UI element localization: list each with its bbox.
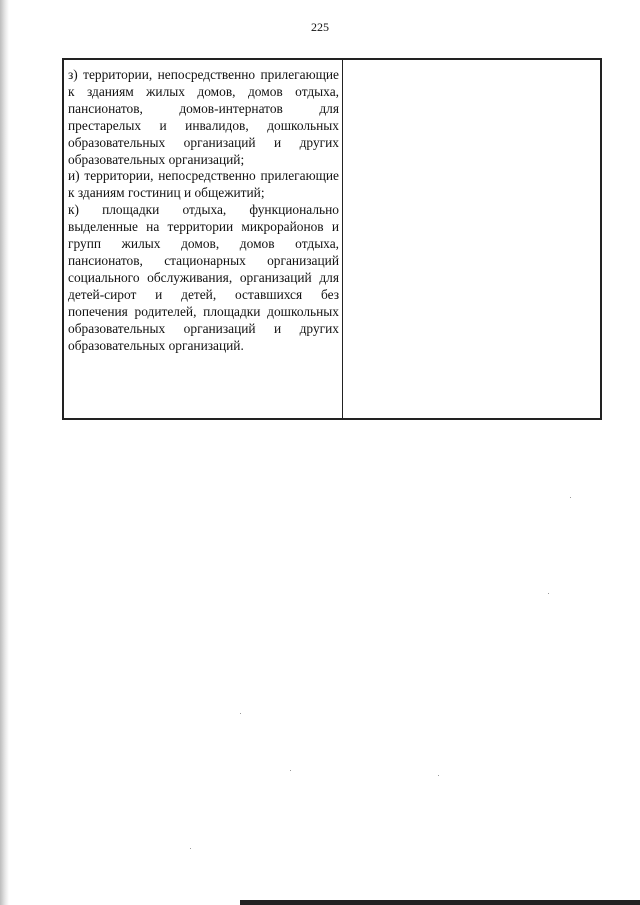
table-cell-right [343,60,600,418]
paragraph-item-i: и) территории, непосредственно прилегающие к зданиям гостиниц и общежитий; [68,168,339,201]
scan-edge-bottom [240,900,640,905]
scan-shadow-left [0,0,9,905]
content-table [62,58,602,420]
paragraph-item-z: з) территории, непосредственно прилегающие к зданиям жилых домов, домов отдыха, пансионатов, домов-интернатов для престарелых и инвалидов, дошкольных образовательных организаций и других образовательных организаций; [68,67,339,167]
paragraph-item-k: к) площадки отдыха, функционально выделенные на территории микрорайонов и групп жилых домов, домов отдыха, пансионатов, стационарных организаций социального обслуживания, организаций для детей-сирот и детей, оставшихся без попечения родителей, площадки дошкольных образовательных организаций и других образовательных организаций. [68,202,339,353]
page-number: 225 [311,20,329,34]
table-cell-left [64,60,343,418]
